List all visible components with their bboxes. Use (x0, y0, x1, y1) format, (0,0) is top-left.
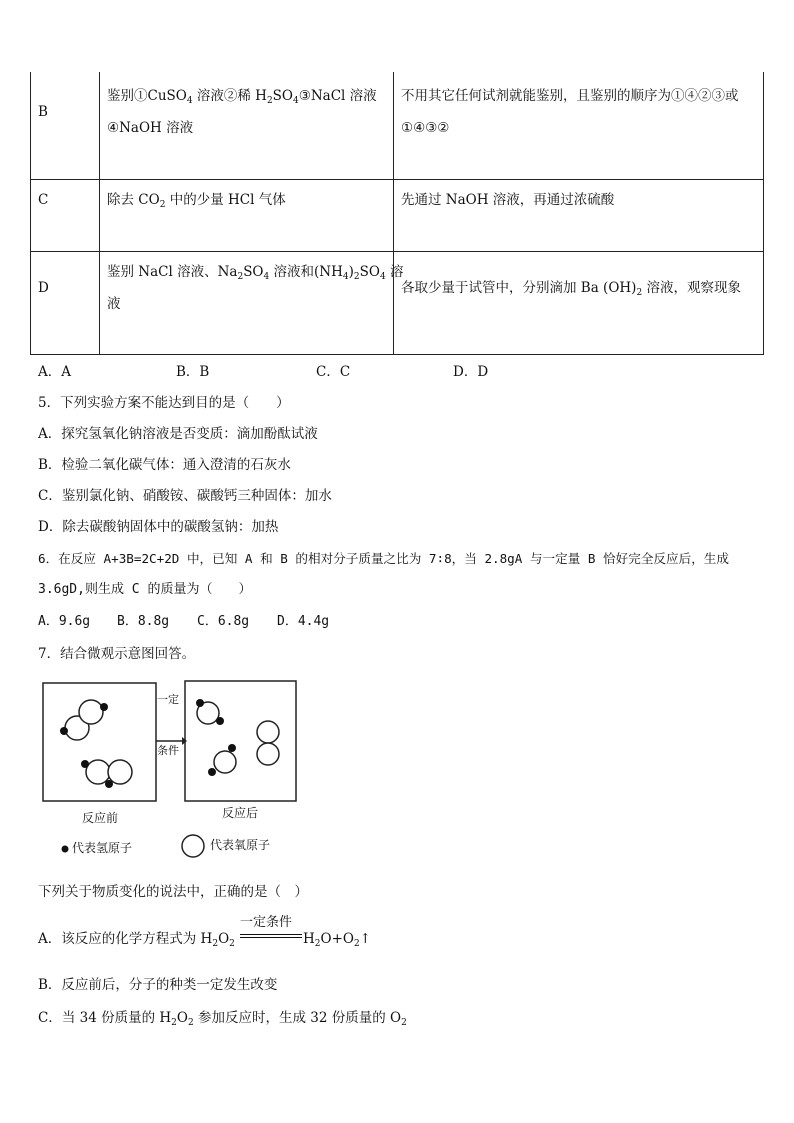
table-divider (30, 179, 764, 180)
equation-line (240, 937, 302, 938)
row-c-method: 先通过 NaOH 溶液，再通过浓硫酸 (401, 192, 615, 208)
q7-option-a-products: $H_2O+O_2↑$ (303, 931, 372, 949)
q7-option-a[interactable]: A．该反应的化学方程式为 $H_2O_2$ (38, 931, 235, 949)
row-b-item: 鉴别①CuSO$_4$ 溶液②稀 $H_2SO_4③NaCl$ 溶液 (107, 88, 377, 106)
hydrogen-atom (216, 717, 224, 725)
table-divider (30, 251, 764, 252)
oxygen-atom (108, 760, 132, 784)
q6-option-b[interactable]: B．8.8g (117, 614, 170, 629)
q4-option-b[interactable]: B．B (176, 364, 210, 380)
q7-option-c[interactable]: C．当 34 份质量的 $H_2O_2$ 参加反应时，生成 32 份质量的 $O_2$ (38, 1010, 407, 1028)
table-divider (393, 72, 394, 355)
row-d-item-cont: 液 (107, 296, 121, 312)
oxygen-atom (214, 751, 236, 773)
q4-option-c[interactable]: C．C (316, 364, 351, 380)
q6-option-a[interactable]: A．9.6g (38, 614, 91, 629)
before-label: 反应前 (82, 811, 119, 825)
row-label-b: B (38, 104, 48, 120)
hydrogen-atom (100, 703, 108, 711)
row-label-d: D (38, 280, 49, 296)
table-border-left (30, 72, 31, 355)
q6-option-c[interactable]: C．6.8g (197, 614, 250, 629)
q5-option-d[interactable]: D．除去碳酸钠固体中的碳酸氢钠：加热 (38, 519, 279, 535)
q5-stem: 5．下列实验方案不能达到目的是（ ） (38, 395, 290, 411)
row-d-item: 鉴别 NaCl 溶液、$Na_2SO_4$ 溶液和$(NH_4)_2SO_4$ 溶 (107, 264, 404, 282)
arrow-condition-top: 一定 (157, 693, 179, 706)
options-table (30, 72, 764, 355)
row-c-item: 除去 $CO_2$ 中的少量 HCl 气体 (107, 192, 286, 210)
q7-stem: 7．结合微观示意图回答。 (38, 646, 196, 662)
hydrogen-atom (228, 744, 236, 752)
table-divider (30, 354, 764, 355)
row-b-method: 不用其它任何试剂就能鉴别，且鉴别的顺序为①④②③或 (401, 88, 739, 104)
row-label-c: C (38, 192, 49, 208)
hydrogen-atom (196, 699, 204, 707)
oxygen-atom (79, 700, 103, 724)
legend-oxygen: 代表氧原子 (210, 838, 271, 852)
table-border-right (763, 72, 764, 355)
hydrogen-atom (60, 727, 68, 735)
q5-option-c[interactable]: C．鉴别氯化钠、硝酸铵、碳酸钙三种固体：加水 (38, 488, 332, 504)
q6-option-d[interactable]: D．4.4g (277, 614, 330, 629)
row-b-method-cont: ①④③② (401, 120, 450, 136)
reaction-condition: 一定条件 (240, 915, 293, 930)
q7-option-b[interactable]: B．反应前后，分子的种类一定发生改变 (38, 977, 278, 993)
oxygen-atom (86, 760, 110, 784)
q4-option-d[interactable]: D．D (453, 364, 489, 380)
oxygen-atom (257, 721, 279, 743)
oxygen-atom (257, 743, 279, 765)
hydrogen-atom (208, 768, 216, 776)
q6-stem: 6．在反应 A+3B=2C+2D 中，已知 A 和 B 的相对分子质量之比为 7∶8，当 2.8gA 与一定量 B 恰好完全反应后，生成 (38, 551, 729, 566)
equation-line (240, 934, 302, 935)
arrow-condition-bottom: 条件 (157, 744, 179, 757)
table-divider (99, 72, 100, 355)
legend-hydrogen: 代表氢原子 (72, 841, 133, 855)
hydrogen-legend-icon (62, 846, 69, 853)
hydrogen-atom (105, 780, 113, 788)
q7-question: 下列关于物质变化的说法中，正确的是（ ） (38, 884, 308, 900)
q5-option-b[interactable]: B．检验二氧化碳气体：通入澄清的石灰水 (38, 457, 291, 473)
after-box (185, 681, 296, 801)
after-label: 反应后 (222, 806, 259, 820)
oxygen-legend-icon (182, 835, 204, 857)
q4-option-a[interactable]: A．A (38, 364, 71, 380)
row-d-method: 各取少量于试管中，分别滴加 Ba $(OH)_2$ 溶液，观察现象 (401, 280, 741, 298)
q5-option-a[interactable]: A．探究氢氧化钠溶液是否变质：滴加酚酞试液 (38, 426, 318, 442)
q6-stem-cont: 3.6gD,则生成 C 的质量为（ ） (38, 582, 252, 597)
hydrogen-atom (81, 760, 89, 768)
row-b-item-cont: ④NaOH 溶液 (107, 120, 194, 136)
